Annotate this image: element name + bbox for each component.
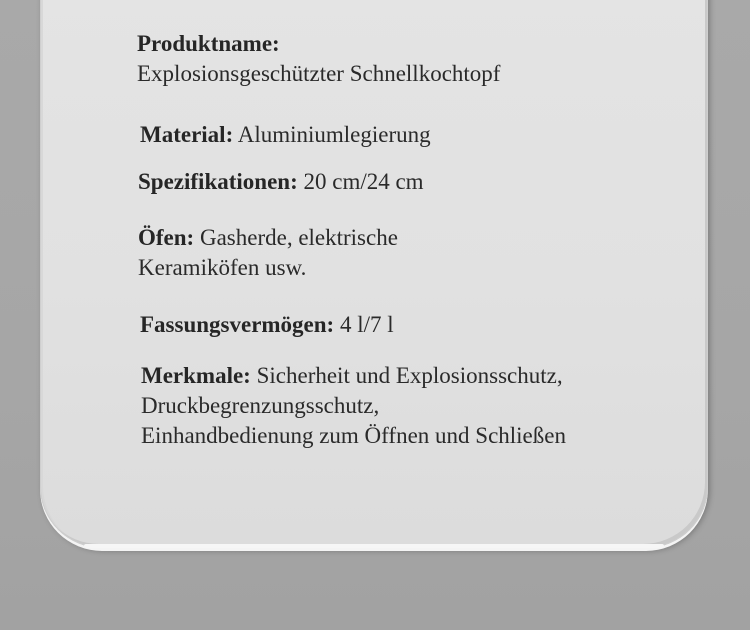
material-value: Aluminiumlegierung: [237, 122, 431, 147]
stoves-label: Öfen:: [138, 225, 195, 250]
specifications-value: 20 cm/24 cm: [303, 169, 424, 194]
capacity-block: [140, 310, 394, 340]
material-label: Material:: [140, 122, 234, 147]
capacity-label: Fassungsvermögen:: [140, 312, 335, 337]
card-bottom-highlight: [84, 544, 664, 548]
features-label: Merkmale:: [141, 363, 251, 388]
stoves-block: [138, 223, 398, 283]
stoves-value-line2: Keramiköfen usw.: [138, 255, 307, 280]
features-value-line3: Einhandbedienung zum Öffnen und Schließen: [141, 423, 566, 448]
features-value-line1: Sicherheit und Explosionsschutz,: [256, 363, 563, 388]
specifications-block: [138, 167, 424, 197]
features-block: [141, 361, 566, 451]
material-block: [140, 120, 431, 150]
specifications-label: Spezifikationen:: [138, 169, 298, 194]
product-name-value: Explosionsgeschützter Schnellkochtopf: [137, 61, 501, 86]
stoves-value-line1: Gasherde, elektrische: [199, 225, 398, 250]
capacity-value: 4 l/7 l: [339, 312, 394, 337]
features-value-line2: Druckbegrenzungsschutz,: [141, 393, 380, 418]
product-name-label: Produktname:: [137, 31, 280, 56]
product-name-block: [137, 29, 500, 89]
